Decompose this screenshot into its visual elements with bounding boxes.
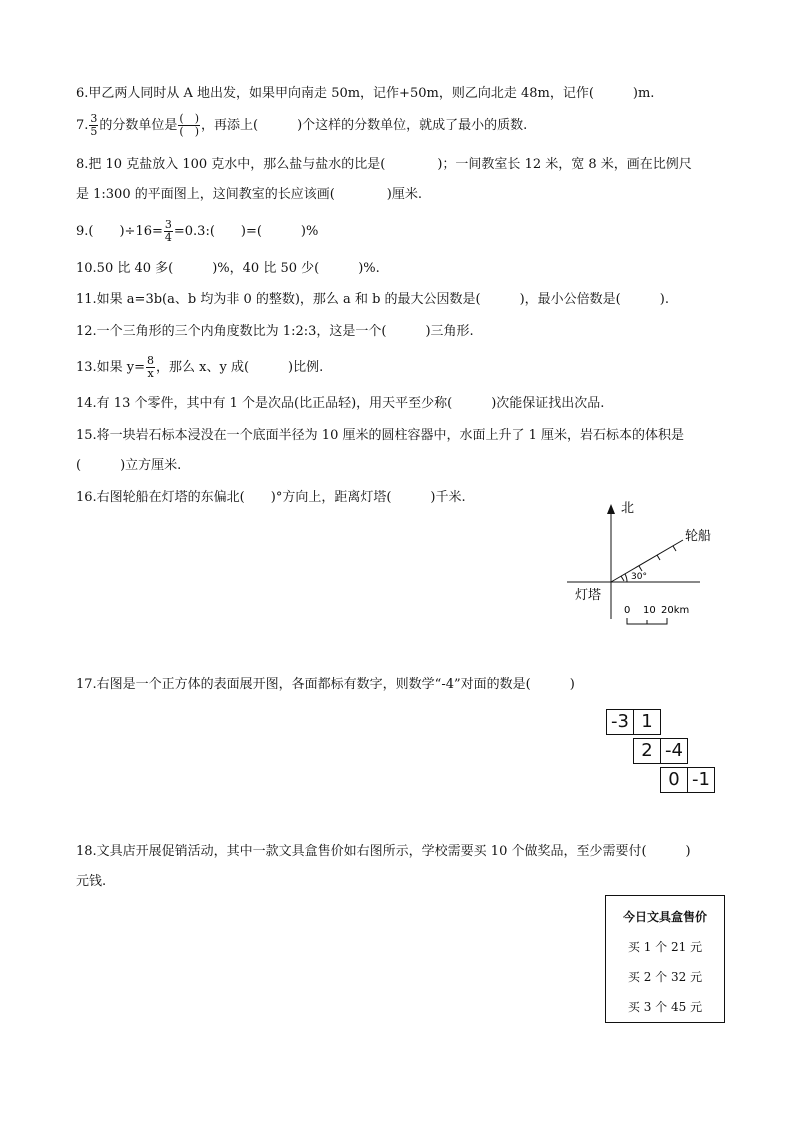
q7-suffix: ，再添上( )个这样的分数单位，就成了最小的质数.: [201, 118, 528, 133]
question-14: 14.有 13 个零件，其中有 1 个是次品(比正品轻)，用天平至少称( )次能保证找出次品.: [76, 396, 605, 411]
question-8-line-2: 是 1:300 的平面图上，这间教室的长应该画( )厘米.: [76, 187, 423, 202]
scale-label-10: 10: [643, 605, 656, 616]
cube-face: 2: [633, 738, 661, 764]
scale-label-0: 0: [624, 605, 631, 616]
price-row: 买 2 个 32 元: [627, 970, 703, 984]
tick-mark: [639, 566, 642, 571]
angle-label: 30°: [631, 572, 647, 582]
question-7: [76, 113, 527, 138]
ship-label: 轮船: [685, 529, 712, 544]
q13-prefix: 13.如果 y=: [76, 360, 146, 375]
question-17: 17.右图是一个正方体的表面展开图，各面都标有数字，则数学“-4”对面的数是( ): [76, 677, 575, 692]
q7-blank-den: ( ): [179, 125, 200, 138]
price-row: 买 1 个 21 元: [627, 940, 703, 954]
question-18-line-2: 元钱.: [76, 874, 107, 889]
question-15-line-2: ( )立方厘米.: [76, 458, 182, 473]
question-8-line-1: 8.把 10 克盐放入 100 克水中，那么盐与盐水的比是( )；一间教室长 12 米，宽 8 米，画在比例尺: [76, 157, 692, 172]
question-15-line-1: 15.将一块岩石标本浸没在一个底面半径为 10 厘米的圆柱容器中，水面上升了 1 厘米，岩石标本的体积是: [76, 428, 685, 443]
q9-prefix: 9.( )÷16=: [76, 224, 163, 239]
compass-diagram: [565, 496, 725, 631]
q7-blank-num: ( ): [179, 112, 200, 125]
price-row: 买 3 个 45 元: [627, 1000, 703, 1014]
cube-face: -1: [687, 767, 715, 793]
north-arrow: [607, 504, 615, 514]
tick-mark: [657, 555, 660, 560]
question-18-line-1: 18.文具店开展促销活动，其中一款文具盒售价如右图所示，学校需要买 10 个做奖品，至少需要付( ): [76, 844, 691, 859]
cube-face: -3: [606, 709, 634, 735]
tick-mark: [673, 546, 676, 551]
q13-frac-num: 8: [147, 354, 155, 367]
tick-mark: [621, 576, 624, 581]
cube-face: -4: [660, 738, 688, 764]
q7-frac-num: 3: [90, 112, 98, 125]
cube-face: 0: [660, 767, 688, 793]
q7-prefix: 7.: [76, 118, 89, 133]
q9-frac-den: 4: [164, 231, 172, 244]
price-box: [605, 895, 725, 1023]
q9-frac-num: 3: [164, 218, 172, 231]
q9-suffix: =0.3:( )=( )%: [173, 224, 319, 239]
q7-fraction: [89, 113, 98, 138]
north-label: 北: [621, 501, 635, 516]
q7-frac-den: 5: [90, 125, 98, 138]
question-10: 10.50 比 40 多( )%，40 比 50 少( )%.: [76, 261, 380, 276]
ship-direction-line: [611, 540, 683, 582]
q13-fraction: [146, 355, 155, 380]
q13-frac-den: x: [147, 367, 154, 380]
angle-arc: [625, 574, 627, 582]
q7-blank-fraction: [178, 113, 200, 138]
question-13: [76, 355, 323, 380]
question-12: 12.一个三角形的三个内角度数比为 1:2:3，这是一个( )三角形.: [76, 324, 474, 339]
q9-fraction: [164, 219, 173, 244]
price-box-title: 今日文具盒售价: [622, 910, 707, 924]
q7-mid: 的分数单位是: [99, 118, 178, 133]
cube-face: 1: [633, 709, 661, 735]
question-16: 16.右图轮船在灯塔的东偏北( )°方向上，距离灯塔( )千米.: [76, 490, 466, 505]
question-6: 6.甲乙两人同时从 A 地出发，如果甲向南走 50m，记作+50m，则乙向北走 48m，记作( )m.: [76, 86, 655, 101]
scale-label-20km: 20km: [661, 605, 690, 616]
question-9: [76, 219, 318, 244]
question-11: 11.如果 a=3b(a、b 均为非 0 的整数)，那么 a 和 b 的最大公因数是( )，最小公倍数是( ).: [76, 292, 669, 307]
q13-suffix: ，那么 x、y 成( )比例.: [156, 360, 324, 375]
lighthouse-label: 灯塔: [575, 588, 602, 603]
